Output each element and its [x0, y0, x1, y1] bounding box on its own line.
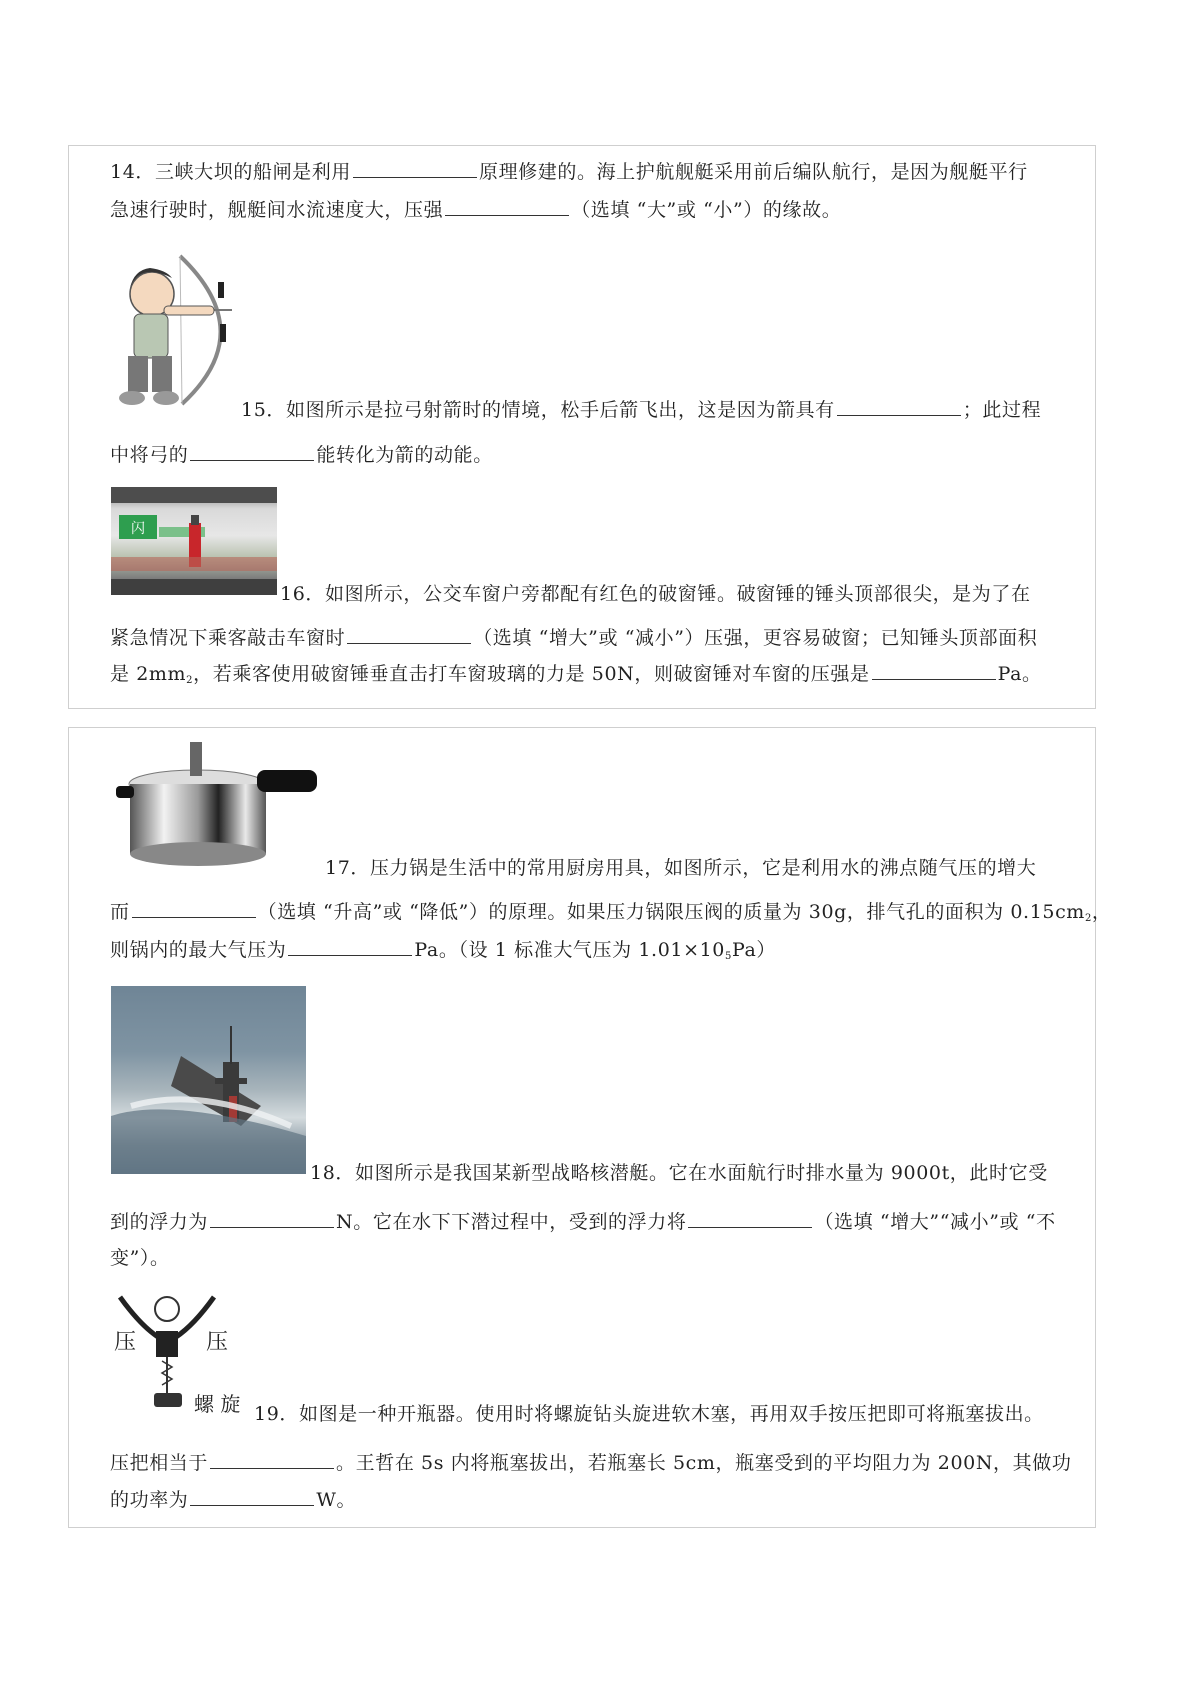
- q19-text-2b: 。王哲在 5s 内将瓶塞拔出，若瓶塞长 5cm，瓶塞受到的平均阻力为 200N，其做功: [336, 1452, 1072, 1474]
- q18-blank-2[interactable]: [688, 1209, 812, 1228]
- q18-text-2c: （选填 “增大”“减小”或 “不: [814, 1211, 1056, 1233]
- q16-text-2b: （选填 “增大”或 “减小”）压强，更容易破窗；已知锤头顶部面积: [473, 627, 1038, 649]
- q15-text-2b: 能转化为箭的动能。: [316, 444, 493, 466]
- screw-label: 螺 旋: [194, 1392, 241, 1416]
- pressure-cooker-figure: [112, 740, 322, 870]
- q18-text-1: 18．如图所示是我国某新型战略核潜艇。它在水面航行时排水量为 9000t，此时它受: [310, 1162, 1048, 1184]
- q17-text-2b: （选填 “升高”或 “降低”）的原理。如果压力锅限压阀的质量为 30g，排气孔的面积为 0.15cm: [257, 901, 1085, 923]
- bus-sign-text: 闪: [131, 521, 145, 537]
- q16-line-2: [110, 625, 1037, 651]
- q17-text-2c: ，: [1091, 901, 1112, 923]
- press-label-left: 压: [114, 1330, 137, 1355]
- archer-figure: [110, 252, 240, 412]
- q14-text-1a: 14．三峡大坝的船闸是利用: [110, 161, 351, 183]
- press-label-right: 压: [206, 1330, 229, 1355]
- q15-line-1: [241, 397, 1041, 423]
- q17-text-2a: 而: [110, 901, 130, 923]
- q17-line-3: [110, 937, 776, 970]
- q15-line-2: [110, 442, 493, 468]
- q17-text-3b: Pa。（设 1 标准大气压为 1.01×10: [414, 939, 725, 961]
- q19-blank-2[interactable]: [190, 1487, 314, 1506]
- q16-text-3c: Pa。: [997, 663, 1042, 685]
- q14-text-1b: 原理修建的。海上护航舰艇采用前后编队航行，是因为舰艇平行: [478, 161, 1028, 183]
- q16-text-3a: 是 2mm: [110, 663, 187, 685]
- q17-line-2: [110, 899, 1112, 932]
- q16-superscript: 2: [186, 675, 194, 686]
- q19-line-1: [254, 1401, 1044, 1427]
- q17-text-3a: 则锅内的最大气压为: [110, 939, 287, 961]
- q19-text-3b: W。: [316, 1489, 357, 1511]
- q18-line-1: [310, 1160, 1048, 1186]
- corkscrew-figure: [110, 1295, 260, 1420]
- q14-blank-1[interactable]: [353, 159, 477, 178]
- q16-line-3: [110, 661, 1042, 694]
- bus-window-photo: [111, 487, 277, 595]
- q17-text-1: 17．压力锅是生活中的常用厨房用具，如图所示，它是利用水的沸点随气压的增大: [325, 857, 1037, 879]
- q16-text-3b: ，若乘客使用破窗锤垂直击打车窗玻璃的力是 50N，则破窗锤对车窗的压强是: [193, 663, 870, 685]
- q17-blank-2[interactable]: [288, 937, 412, 956]
- q16-text-1: 16．如图所示，公交车窗户旁都配有红色的破窗锤。破窗锤的锤头顶部很尖，是为了在: [280, 583, 1031, 605]
- q19-text-2a: 压把相当于: [110, 1452, 209, 1474]
- q14-text-2a: 急速行驶时，舰艇间水流速度大，压强: [110, 199, 444, 221]
- q18-text-2a: 到的浮力为: [110, 1211, 209, 1233]
- q18-line-3: [110, 1245, 170, 1271]
- q14-line-1: [110, 159, 1028, 185]
- q17-text-3c: Pa）: [731, 939, 777, 961]
- q17-blank-1[interactable]: [132, 899, 256, 918]
- q19-line-3: [110, 1487, 356, 1513]
- q15-text-1a: 15．如图所示是拉弓射箭时的情境，松手后箭飞出，这是因为箭具有: [241, 399, 835, 421]
- q16-text-2a: 紧急情况下乘客敲击车窗时: [110, 627, 346, 649]
- q16-blank-1[interactable]: [347, 625, 471, 644]
- q14-text-2b: （选填 “大”或 “小”）的缘故。: [571, 199, 842, 221]
- q18-blank-1[interactable]: [210, 1209, 334, 1228]
- q16-blank-2[interactable]: [872, 661, 996, 680]
- submarine-photo: [111, 986, 306, 1174]
- q19-text-1: 19．如图是一种开瓶器。使用时将螺旋钻头旋进软木塞，再用双手按压把即可将瓶塞拔出。: [254, 1403, 1044, 1425]
- q16-line-1: [280, 581, 1031, 607]
- q15-blank-2[interactable]: [190, 442, 314, 461]
- q19-line-2: [110, 1450, 1071, 1476]
- q18-text-3: 变”）。: [110, 1247, 170, 1269]
- q14-blank-2[interactable]: [445, 197, 569, 216]
- q18-line-2: [110, 1209, 1056, 1235]
- q19-text-3a: 的功率为: [110, 1489, 189, 1511]
- q19-blank-1[interactable]: [210, 1450, 334, 1469]
- q18-text-2b: N。它在水下下潜过程中，受到的浮力将: [336, 1211, 687, 1233]
- q15-text-2a: 中将弓的: [110, 444, 189, 466]
- q17-superscript-2: 5: [724, 951, 732, 962]
- q15-blank-1[interactable]: [837, 397, 961, 416]
- q14-line-2: [110, 197, 841, 223]
- q15-text-1b: ；此过程: [962, 399, 1042, 421]
- q17-superscript-1: 2: [1084, 913, 1092, 924]
- q17-line-1: [325, 855, 1036, 881]
